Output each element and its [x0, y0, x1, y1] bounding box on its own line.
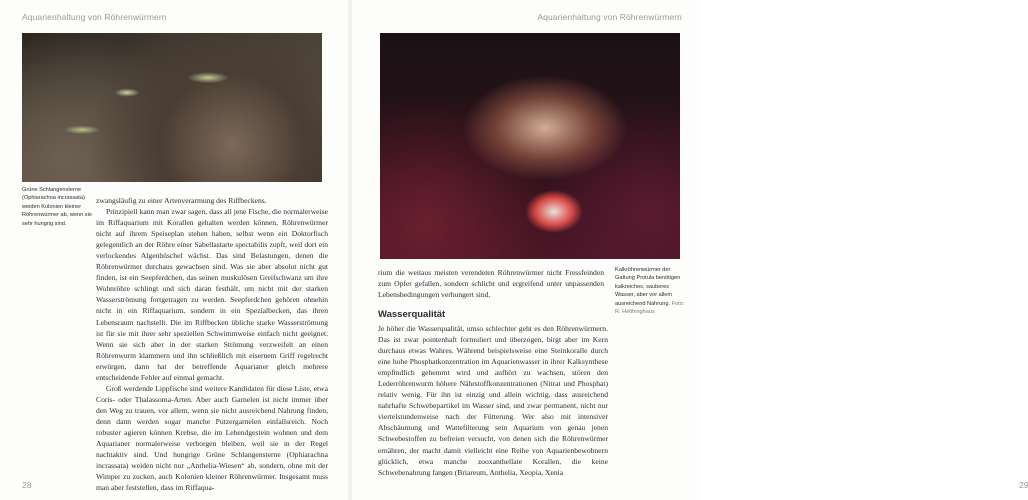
page-number-right: 29	[1019, 480, 1028, 490]
tube-worm-photo	[380, 33, 680, 259]
brittle-star-photo	[22, 33, 322, 182]
running-head-left: Aquarienhaltung von Röhrenwürmern	[22, 12, 167, 22]
section-heading: Wasserqualität	[378, 309, 446, 320]
left-paragraph-2: Prinzipiell kann man zwar sagen, dass all jene Fische, die normalerweise im Riffaquarium mit Korallen gehalten werden können, Röhrenwürmer nicht auf ihrem Speiseplan stehen haben, selbst wenn ein Doktorfisch gelegentlich an der Röhre einer Sabellastarte spectabilis zupft, weil dort ein verlockendes Algenbüschel wächst. Das sind Belastungen, denen die Röhrenwürmer durchaus gewachsen sind. Was sie aber absolut nicht gut finden, ist ein Seepferdchen, das seinen muskulösen Greifschwanz um ihre Wohnröhre schlingt und sich daran festhält, um nicht mit der starken Wasserströmung fortgetragen zu werden. Seepferdchen gehören ohnehin nicht in ein Riffaquarium, sondern in ein Spezialbecken, das ihren Lebensraum nachstellt. Die im Riffbecken übliche starke Wasserströmung ist für sie mit ihrer sehr speziellen Schwimmweise einfach nicht geeignet. Wenn sie sich aber in der starken Strömung verzweifelt an einen Röhrenwurm klammern und ihn schließlich mit eisernem Griff regelrecht erwürgen, dann hat der betreffende Aquarianer gleich mehrere entscheidende Fehler auf einmal gemacht.	[96, 207, 328, 382]
left-paragraph-3: Groß werdende Lippfische sind weitere Kandidaten für diese Liste, etwa Coris- oder Thalassoma-Arten. Aber auch Garnelen ist nicht immer über den Weg zu trauen, vor allem, wenn sie nicht ausreichend Nahrung finden, denn dann werden sogar manche Putzergarnelen einfallsreich. Noch robuster agieren können Krebse, die im Lebendgestein wohnen und dem Aquarianer normalerweise verborgen bleiben, weil sie in der Regel nachtaktiv sind. Und hungrige Grüne Schlangensterne (Ophiarachna incrassata) weiden nicht nur „Anthelia-Wiesen“ ab, sondern, ohne mit der Wimper zu zucken, auch Kolonien kleiner Röhrenwürmer. Insgesamt muss man aber feststellen, dass im Riffaqua-	[96, 383, 328, 493]
left-body-text	[96, 195, 328, 493]
left-paragraph-1: zwangsläufig zu einer Artenverarmung des Riffbeckens.	[96, 196, 267, 205]
photo-credit: Foto: R. Helthinghaus	[615, 300, 685, 316]
left-page	[0, 0, 348, 500]
right-body-top: rium die weitaus meisten verendeten Röhrenwürmer nicht Fressfeinden zum Opfer gefallen, sondern schlicht und ergreifend unter unpassenden Lebensbedingungen verhungert sind.	[378, 268, 604, 300]
page-number-left: 28	[22, 480, 32, 490]
right-caption-text: Kalkröhrenwürmer der Gattung Protula benötigen kalkreiches, sauberes Wasser, aber vor allem ausreichend Nahrung.	[615, 267, 681, 307]
running-head-right: Aquarienhaltung von Röhrenwürmern	[537, 12, 682, 22]
left-photo-caption: Grüne Schlangensterne (Ophiarachna incrassata) weiden Kolonien kleiner Röhrenwürmer ab, wenn sie sehr hungrig sind.	[22, 187, 92, 227]
right-photo-caption	[615, 266, 685, 316]
right-body-bottom: Je höher die Wasserqualität, umso schlechter geht es den Röhrenwürmern. Das ist zwar pointenhaft formuliert und überzogen, birgt aber im Kern durchaus etwas Wahres. Während beispielsweise eine Steinkoralle durch eine hohe Phosphatkonzentration im Aquarienwasser in ihrer Kalksynthese empfindlich gehemmt wird und aufhört zu wachsen, stören den Lederröhrenwurm höhere Nährstoffkonzentrationen (Nitrat und Phosphat) relativ wenig. Für ihn ist einzig und allein wichtig, dass ausreichend nahrhafte Schwebepartikel im Wasser sind, und zwar permanent, nicht nur viertelstundenweise nach der Fütterung. Wer also mit intensiver Abschäumung und Wattefilterung sein Aquarium von genau jenen Schwebestoffen zu befreien versucht, von denen sich die Röhrenwürmer ernähren, der macht damit vielleicht eine Reihe von Aquarienbewohnern glücklich, etwa manche zooxanthellate Korallen, die keine Schwebenahrung fangen (Briareum, Anthelia, Xeopia, Xenia	[378, 324, 608, 477]
